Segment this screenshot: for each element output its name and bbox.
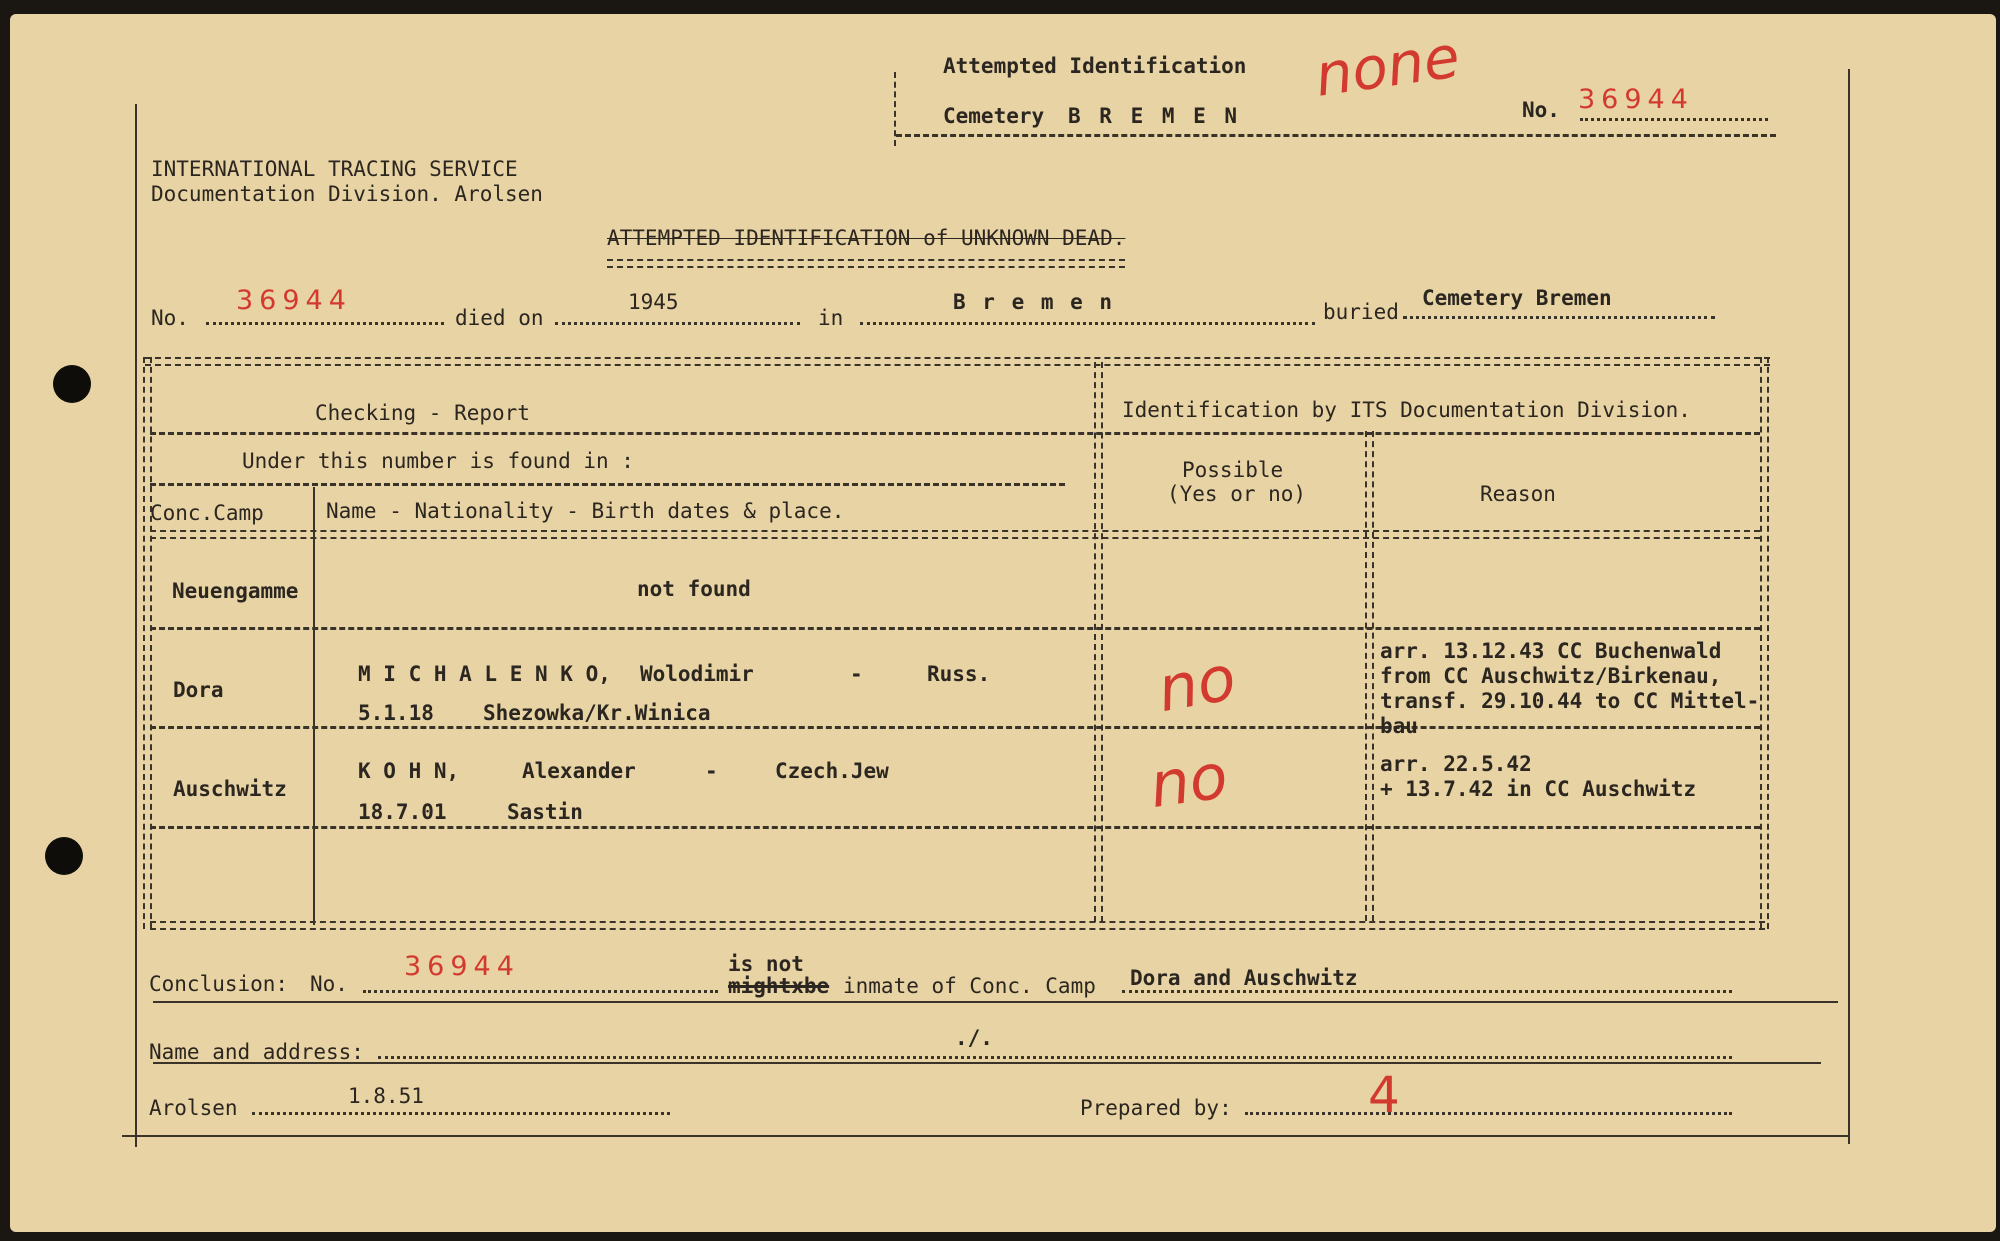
prepared-by-dots bbox=[1245, 1112, 1732, 1115]
record-no-label: No. bbox=[151, 306, 189, 330]
row3-dash: - bbox=[705, 759, 718, 783]
table-right-border bbox=[1760, 357, 1769, 929]
row2-nationality: Russ. bbox=[927, 662, 991, 686]
row3-reason-1: arr. 22.5.42 bbox=[1380, 752, 1532, 776]
header-title: Attempted Identification bbox=[943, 54, 1247, 78]
row3-birthdate: 18.7.01 bbox=[358, 800, 447, 824]
row2-birthdate: 5.1.18 bbox=[358, 701, 434, 725]
col-camp-header: Conc.Camp bbox=[150, 501, 264, 525]
row1-camp: Neuengamme bbox=[172, 579, 299, 603]
conclusion-camp-dots bbox=[1122, 990, 1732, 993]
title-double-underline bbox=[607, 259, 1125, 268]
row3-nationality: Czech.Jew bbox=[775, 759, 889, 783]
row3-surname: K O H N, bbox=[358, 759, 460, 783]
checking-report-header: Checking - Report bbox=[315, 401, 530, 425]
prepared-by-label: Prepared by: bbox=[1080, 1096, 1232, 1120]
frame-right bbox=[1848, 69, 1850, 1144]
col-possible-header-1: Possible bbox=[1182, 458, 1284, 482]
in-dots bbox=[860, 322, 1315, 325]
conclusion-no-value: 36944 bbox=[404, 951, 520, 982]
conclusion-no-label: No. bbox=[310, 972, 348, 996]
footer-date-dots bbox=[252, 1112, 670, 1115]
header-cemetery-label: Cemetery bbox=[943, 104, 1045, 128]
name-address-rule bbox=[153, 1062, 1821, 1064]
in-value: B r e m e n bbox=[953, 290, 1115, 314]
buried-dots bbox=[1403, 316, 1715, 319]
row3-firstname: Alexander bbox=[522, 759, 636, 783]
in-label: in bbox=[818, 306, 844, 330]
row2-firstname: Wolodimir bbox=[640, 662, 754, 686]
row2-reason-3: transf. 29.10.44 to CC Mittel- bbox=[1380, 689, 1760, 713]
conclusion-inmate-text: inmate of Conc. Camp bbox=[843, 974, 1096, 998]
row2-surname: M I C H A L E N K O, bbox=[358, 662, 611, 686]
header-no-value: 36944 bbox=[1578, 84, 1694, 115]
row2-birthplace: Shezowka/Kr.Winica bbox=[483, 701, 711, 725]
name-address-dots bbox=[378, 1056, 1732, 1059]
footer-place: Arolsen bbox=[149, 1096, 238, 1120]
record-no-dots bbox=[206, 322, 444, 325]
table-divider-main bbox=[1094, 362, 1103, 922]
row2-camp: Dora bbox=[173, 678, 224, 702]
row2-dash: - bbox=[850, 662, 863, 686]
table-divider-possible bbox=[1365, 431, 1374, 921]
row2-possible: no bbox=[1152, 640, 1241, 727]
header-cemetery-name: B R E M E N bbox=[1068, 104, 1241, 128]
row3-possible: no bbox=[1145, 738, 1232, 823]
row3-reason-2: + 13.7.42 in CC Auschwitz bbox=[1380, 777, 1697, 801]
name-address-label: Name and address: bbox=[149, 1040, 364, 1064]
row2-reason-1: arr. 13.12.43 CC Buchenwald bbox=[1380, 639, 1722, 663]
name-address-value: ./. bbox=[955, 1026, 993, 1050]
row2-reason-2: from CC Auschwitz/Birkenau, bbox=[1380, 664, 1722, 688]
frame-bottom bbox=[122, 1135, 1850, 1137]
table-divider-camp bbox=[313, 487, 315, 925]
died-label: died on bbox=[455, 306, 544, 330]
col-name-header: Name - Nationality - Birth dates & place. bbox=[326, 499, 845, 523]
buried-label: buried bbox=[1323, 300, 1399, 324]
conclusion-camp-value: Dora and Auschwitz bbox=[1130, 966, 1358, 990]
punch-hole-bottom bbox=[45, 837, 83, 875]
table-top-border bbox=[145, 357, 1770, 366]
table-line-row3 bbox=[150, 826, 1760, 829]
prepared-by-mark: 4 bbox=[1368, 1066, 1400, 1124]
record-no-value: 36944 bbox=[236, 285, 352, 316]
row3-camp: Auschwitz bbox=[173, 777, 287, 801]
row2-reason-4: bau bbox=[1380, 714, 1418, 738]
conclusion-label: Conclusion: bbox=[149, 972, 289, 996]
org-line1: INTERNATIONAL TRACING SERVICE bbox=[151, 157, 518, 181]
conclusion-no-dots bbox=[363, 990, 718, 993]
document-title: ATTEMPTED IDENTIFICATION of UNKNOWN DEAD. bbox=[607, 226, 1126, 250]
header-no-label: No. bbox=[1522, 98, 1560, 122]
conclusion-is-not: is not bbox=[728, 952, 804, 976]
header-box-bottom-border bbox=[896, 134, 1776, 137]
died-value: 1945 bbox=[628, 290, 679, 314]
died-dots bbox=[555, 322, 800, 325]
table-left-border bbox=[143, 357, 152, 929]
punch-hole-top bbox=[53, 365, 91, 403]
col-reason-header: Reason bbox=[1480, 482, 1556, 506]
table-line-header bbox=[150, 432, 1760, 435]
row3-birthplace: Sastin bbox=[507, 800, 583, 824]
table-bottom-border bbox=[150, 921, 1765, 930]
org-line2: Documentation Division. Arolsen bbox=[151, 182, 543, 206]
footer-date: 1.8.51 bbox=[348, 1084, 424, 1108]
buried-value: Cemetery Bremen bbox=[1422, 286, 1612, 310]
header-no-dots bbox=[1580, 118, 1768, 121]
handwritten-none: none bbox=[1310, 22, 1464, 110]
table-line-colheads bbox=[150, 530, 1760, 539]
conclusion-rule bbox=[153, 1001, 1838, 1003]
table-line-under-number bbox=[150, 483, 1065, 486]
col-possible-header-2: (Yes or no) bbox=[1167, 482, 1307, 506]
table-line-row1 bbox=[150, 627, 1760, 630]
conclusion-struck: mightxbe bbox=[728, 974, 830, 998]
frame-left bbox=[135, 104, 137, 1147]
row1-name: not found bbox=[637, 577, 751, 601]
identification-header: Identification by ITS Documentation Division. bbox=[1122, 398, 1691, 422]
table-line-row2 bbox=[150, 726, 1760, 729]
under-number-text: Under this number is found in : bbox=[242, 449, 634, 473]
index-card bbox=[10, 14, 1996, 1232]
